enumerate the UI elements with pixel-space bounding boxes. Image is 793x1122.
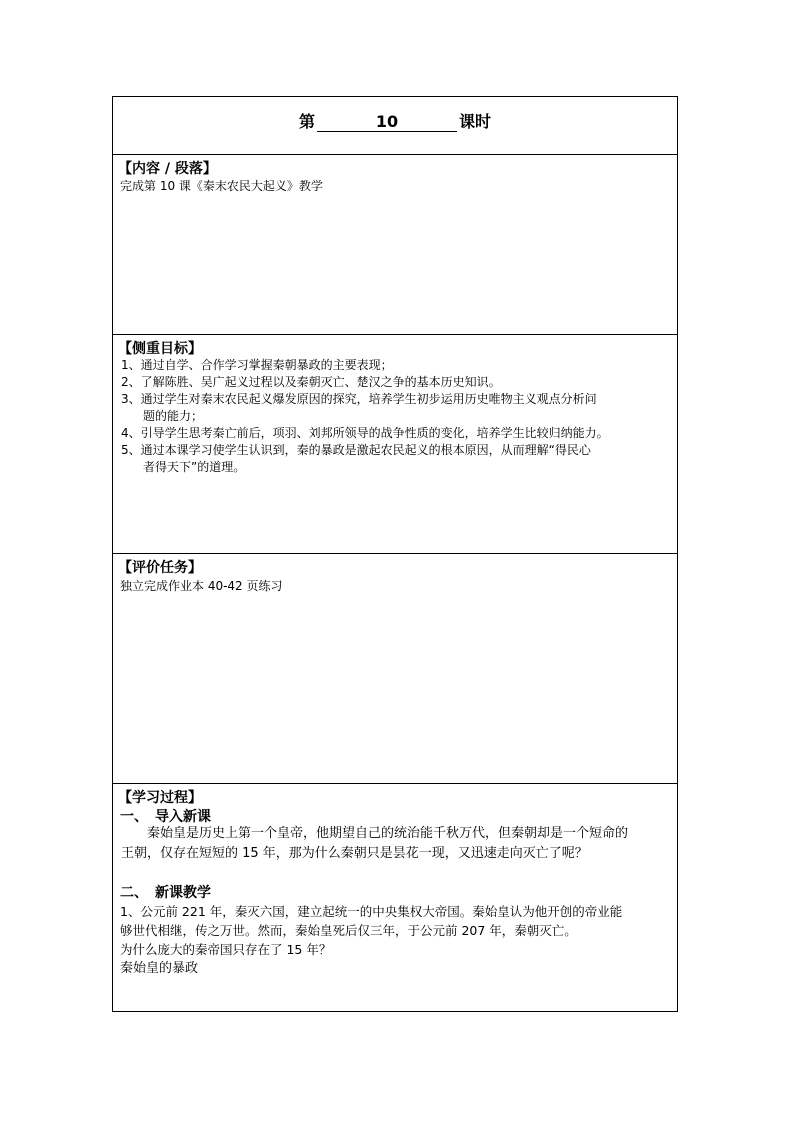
content-heading: 【内容 / 段落】: [118, 161, 217, 177]
goal-item-5-cont: 者得天下”的道理。: [143, 460, 246, 474]
intro-paragraph-line2: 王朝，仅存在短短的 15 年，那为什么秦朝只是昙花一现，又迅速走向灭亡了呢？: [121, 846, 588, 861]
goals-list: [121, 357, 673, 476]
lesson-number: 10: [317, 113, 457, 132]
lesson-suffix: 课时: [459, 112, 492, 131]
goals-section: [113, 335, 677, 554]
new-lesson-line2: 够世代相继，传之万世。然而，秦始皇死后仅三年，于公元前 207 年，秦朝灭亡。: [120, 923, 577, 938]
goal-item-4: 4、引导学生思考秦亡前后，项羽、刘邦所领导的战争性质的变化，培养学生比较归纳能力。: [121, 426, 609, 440]
intro-paragraph-line1: 秦始皇是历史上第一个皇帝，他期望自己的统治能千秋万代，但秦朝却是一个短命的: [147, 826, 629, 841]
content-text: 完成第 10 课《秦末农民大起义》教学: [120, 179, 323, 193]
goal-item-1: 1、通过自学、合作学习掌握秦朝暴政的主要表现；: [121, 358, 393, 372]
goal-item-2: 2、了解陈胜、吴广起义过程以及秦朝灭亡、楚汉之争的基本历史知识。: [121, 375, 501, 389]
content-section: [113, 155, 677, 335]
goals-heading: 【侧重目标】: [118, 341, 202, 357]
lesson-plan-table: [112, 96, 678, 1012]
process-section: [113, 784, 677, 1011]
assessment-section: [113, 554, 677, 784]
assessment-text: 独立完成作业本 40-42 页练习: [120, 579, 283, 593]
assessment-heading: 【评价任务】: [118, 560, 202, 576]
lesson-title: [113, 109, 677, 132]
goal-item-3-cont: 题的能力；: [143, 409, 204, 423]
goal-item-3: 3、通过学生对秦末农民起义爆发原因的探究，培养学生初步运用历史唯物主义观点分析问: [121, 392, 597, 406]
section-new-lesson-title: 二、 新课教学: [120, 885, 211, 901]
process-heading: 【学习过程】: [118, 790, 202, 806]
lesson-title-row: [113, 97, 677, 155]
new-lesson-line1: 1、公元前 221 年，秦灭六国，建立起统一的中央集权大帝国。秦始皇认为他开创的帝业能: [120, 904, 623, 919]
section-intro-title: 一、 导入新课: [120, 809, 211, 825]
new-lesson-topic: 秦始皇的暴政: [120, 961, 199, 976]
new-lesson-question: 为什么庞大的秦帝国只存在了 15 年？: [120, 942, 332, 957]
goal-item-5: 5、通过本课学习使学生认识到，秦的暴政是激起农民起义的根本原因，从而理解“得民心: [121, 443, 591, 457]
lesson-prefix: 第: [298, 112, 315, 131]
